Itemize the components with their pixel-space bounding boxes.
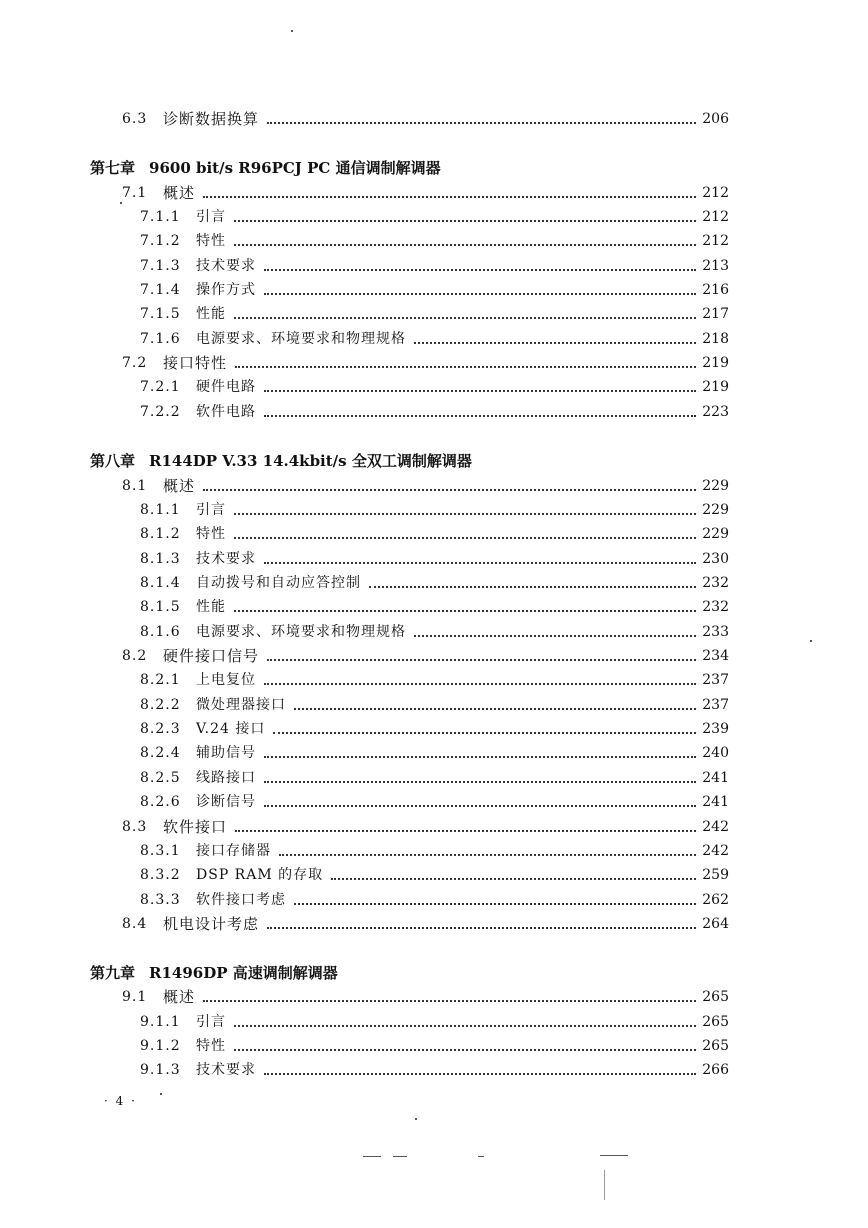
- page-reference: 218: [702, 331, 729, 347]
- section-number: 7.2.1: [140, 379, 181, 395]
- section-number: 7.1.5: [140, 306, 181, 322]
- toc-entry: [0, 864, 868, 886]
- dot-leader: [234, 244, 696, 246]
- section-number: 9.1.2: [140, 1038, 181, 1054]
- section-number: 8.2.3: [140, 721, 181, 737]
- page-reference: 259: [702, 867, 729, 883]
- section-number: 9.1.1: [140, 1014, 181, 1030]
- section-number: 8.1.2: [140, 526, 181, 542]
- page-reference: 223: [702, 404, 729, 420]
- dot-leader: [235, 366, 696, 368]
- toc-entry: [0, 401, 868, 423]
- dot-leader: [264, 293, 696, 295]
- dot-leader: [264, 756, 696, 758]
- toc-entry: [0, 182, 868, 204]
- chapter-title: R1496DP 高速调制解调器: [149, 964, 338, 982]
- section-number: 8.3.3: [140, 892, 181, 908]
- toc-entry: [0, 255, 868, 277]
- toc-entry: [0, 645, 868, 667]
- dot-leader: [369, 586, 696, 588]
- chapter-label: 第九章: [90, 964, 136, 982]
- section-number: 7.1.4: [140, 282, 181, 298]
- dot-leader: [203, 489, 696, 491]
- section-title: 自动拨号和自动应答控制: [196, 575, 361, 591]
- toc-entry: [0, 718, 868, 740]
- section-number: 8.1: [122, 478, 148, 494]
- page-reference: 234: [702, 648, 729, 664]
- toc-entry: [0, 889, 868, 911]
- dot-leader: [264, 390, 696, 392]
- page-reference: 206: [702, 111, 729, 127]
- page-reference: 237: [702, 697, 729, 713]
- page-reference: 239: [702, 721, 729, 737]
- section-title: 技术要求: [196, 1062, 256, 1078]
- toc-entry: [0, 694, 868, 716]
- section-title: 接口存储器: [196, 843, 271, 859]
- page-number: · 4 ·: [104, 1094, 137, 1108]
- section-number: 7.1.3: [140, 258, 181, 274]
- toc-entry: [0, 913, 868, 935]
- section-title: 性能: [196, 599, 226, 615]
- toc-entry: [0, 1059, 868, 1081]
- dot-leader: [267, 927, 696, 929]
- section-title: 诊断数据换算: [163, 110, 260, 128]
- section-title: 机电设计考虑: [163, 915, 260, 933]
- section-title: 软件电路: [196, 404, 256, 420]
- toc-entry: [0, 767, 868, 789]
- section-title: 接口特性: [163, 354, 228, 372]
- page-reference: 262: [702, 892, 729, 908]
- toc-entry: [0, 596, 868, 618]
- page-reference: 265: [702, 1014, 729, 1030]
- section-title: 上电复位: [196, 672, 256, 688]
- dot-leader: [264, 1073, 696, 1075]
- section-number: 6.3: [122, 111, 148, 127]
- dot-leader: [264, 781, 696, 783]
- dot-leader: [234, 1025, 696, 1027]
- dot-leader: [264, 562, 696, 564]
- page-reference: 219: [702, 355, 729, 371]
- section-title: DSP RAM 的存取: [196, 867, 324, 883]
- dot-leader: [267, 659, 696, 661]
- section-number: 7.2.2: [140, 404, 181, 420]
- page-reference: 230: [702, 551, 729, 567]
- page-reference: 217: [702, 306, 729, 322]
- section-title: 性能: [196, 306, 226, 322]
- page-reference: 241: [702, 770, 729, 786]
- chapter-label: 第八章: [90, 452, 136, 470]
- dot-leader: [294, 903, 696, 905]
- section-number: 8.3.1: [140, 843, 181, 859]
- dot-leader: [331, 878, 696, 880]
- section-title: V.24 接口: [196, 721, 266, 737]
- section-title: 概述: [163, 184, 196, 202]
- section-title: 电源要求、环境要求和物理规格: [196, 331, 406, 347]
- section-number: 8.1.4: [140, 575, 181, 591]
- section-number: 9.1: [122, 989, 148, 1005]
- dot-leader: [264, 415, 696, 417]
- page-reference: 219: [702, 379, 729, 395]
- section-number: 7.1: [122, 185, 148, 201]
- section-title: 技术要求: [196, 258, 256, 274]
- chapter-heading: [90, 156, 441, 180]
- section-title: 电源要求、环境要求和物理规格: [196, 624, 406, 640]
- dot-leader: [203, 196, 696, 198]
- toc-entry: [0, 279, 868, 301]
- dot-leader: [234, 537, 696, 539]
- section-number: 8.1.6: [140, 624, 181, 640]
- page-reference: 265: [702, 989, 729, 1005]
- section-number: 7.1.2: [140, 233, 181, 249]
- toc-entry: [0, 1035, 868, 1057]
- dot-leader: [264, 683, 696, 685]
- toc-entry: [0, 986, 868, 1008]
- dot-leader: [279, 854, 696, 856]
- toc-entry: [0, 376, 868, 398]
- section-number: 8.1.1: [140, 502, 181, 518]
- page-reference: 216: [702, 282, 729, 298]
- toc-entry: [0, 499, 868, 521]
- section-number: 8.2.4: [140, 745, 181, 761]
- section-title: 操作方式: [196, 282, 256, 298]
- section-number: 8.1.5: [140, 599, 181, 615]
- section-title: 软件接口考虑: [196, 892, 286, 908]
- page-reference: 229: [702, 478, 729, 494]
- toc-entry: [0, 572, 868, 594]
- toc-entry: [0, 206, 868, 228]
- dot-leader: [234, 317, 696, 319]
- page-reference: 266: [702, 1062, 729, 1078]
- toc-entry: [0, 816, 868, 838]
- section-number: 8.4: [122, 916, 148, 932]
- section-title: 硬件接口信号: [163, 647, 260, 665]
- section-title: 软件接口: [163, 818, 228, 836]
- section-title: 微处理器接口: [196, 697, 286, 713]
- dot-leader: [273, 732, 696, 734]
- page-reference: 233: [702, 624, 729, 640]
- page-reference: 241: [702, 794, 729, 810]
- chapter-heading: [90, 449, 472, 473]
- dot-leader: [203, 1000, 696, 1002]
- section-title: 引言: [196, 209, 226, 225]
- toc-entry: [0, 742, 868, 764]
- toc-entry: [0, 475, 868, 497]
- section-number: 8.1.3: [140, 551, 181, 567]
- chapter-heading: [90, 961, 338, 985]
- section-title: 引言: [196, 502, 226, 518]
- section-number: 8.2.5: [140, 770, 181, 786]
- dot-leader: [264, 269, 696, 271]
- toc-entry: [0, 328, 868, 350]
- section-title: 线路接口: [196, 770, 256, 786]
- section-title: 技术要求: [196, 551, 256, 567]
- page-reference: 237: [702, 672, 729, 688]
- chapter-title: R144DP V.33 14.4kbit/s 全双工调制解调器: [149, 452, 472, 470]
- dot-leader: [235, 830, 696, 832]
- dot-leader: [234, 610, 696, 612]
- section-title: 特性: [196, 233, 226, 249]
- toc-entry: [0, 548, 868, 570]
- page-reference: 212: [702, 233, 729, 249]
- section-number: 7.2: [122, 355, 148, 371]
- page-reference: 264: [702, 916, 729, 932]
- dot-leader: [234, 513, 696, 515]
- toc-entry: [0, 303, 868, 325]
- section-title: 引言: [196, 1014, 226, 1030]
- page-reference: 229: [702, 502, 729, 518]
- page-reference: 240: [702, 745, 729, 761]
- section-title: 概述: [163, 988, 196, 1006]
- toc-entry: [0, 621, 868, 643]
- section-title: 特性: [196, 1038, 226, 1054]
- section-number: 8.2.6: [140, 794, 181, 810]
- dot-leader: [234, 220, 696, 222]
- section-number: 8.2.1: [140, 672, 181, 688]
- section-title: 特性: [196, 526, 226, 542]
- page-reference: 232: [702, 575, 729, 591]
- chapter-label: 第七章: [90, 159, 136, 177]
- section-number: 8.3: [122, 819, 148, 835]
- dot-leader: [414, 635, 696, 637]
- page-reference: 232: [702, 599, 729, 615]
- section-title: 概述: [163, 477, 196, 495]
- section-number: 7.1.1: [140, 209, 181, 225]
- dot-leader: [294, 708, 696, 710]
- page-reference: 265: [702, 1038, 729, 1054]
- page-reference: 213: [702, 258, 729, 274]
- toc-entry: [0, 230, 868, 252]
- chapter-title: 9600 bit/s R96PCJ PC 通信调制解调器: [149, 159, 441, 177]
- dot-leader: [264, 805, 696, 807]
- page-reference: 212: [702, 185, 729, 201]
- toc-entry: [0, 791, 868, 813]
- section-title: 辅助信号: [196, 745, 256, 761]
- section-number: 8.3.2: [140, 867, 181, 883]
- section-title: 硬件电路: [196, 379, 256, 395]
- toc-entry: [0, 669, 868, 691]
- toc-entry: [0, 1011, 868, 1033]
- dot-leader: [267, 122, 696, 124]
- section-number: 8.2: [122, 648, 148, 664]
- toc-entry: [0, 352, 868, 374]
- section-number: 7.1.6: [140, 331, 181, 347]
- section-number: 8.2.2: [140, 697, 181, 713]
- section-number: 9.1.3: [140, 1062, 181, 1078]
- page-reference: 229: [702, 526, 729, 542]
- dot-leader: [234, 1049, 696, 1051]
- page-reference: 242: [702, 819, 729, 835]
- dot-leader: [414, 342, 696, 344]
- page-reference: 212: [702, 209, 729, 225]
- page-reference: 242: [702, 843, 729, 859]
- toc-entry: [0, 108, 868, 130]
- toc-entry: [0, 840, 868, 862]
- toc-entry: [0, 523, 868, 545]
- section-title: 诊断信号: [196, 794, 256, 810]
